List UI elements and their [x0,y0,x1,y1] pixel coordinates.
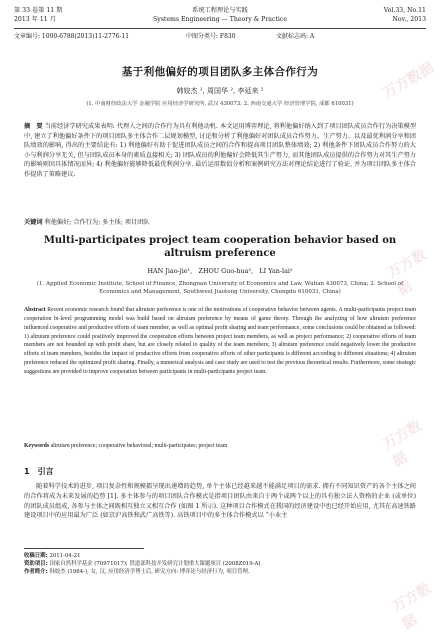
section-heading-introduction: 1 引言 [24,467,54,476]
english-abstract [24,306,416,377]
english-abstract-label: Abstract [24,307,46,313]
header-journal-name: 系统工程理论与实践 Systems Engineering — Theory & Practice [152,7,288,23]
english-title: Multi-participates project team cooperation behavior based on altruism preference [43,235,397,259]
introduction-text: 随着科学技术的进步, 项目复杂性和规模都呈现出递增的趋势, 单个主体已经越来越不能满足项目的需求. 拥有不同知识资产的各个主体之间的合作将成为未来发展的趋势 [1]. 多主体参与的项目团队合作模式是指项目团队由来自于两个或两个以上的具有独立法人资格的企业 (或单位) 的团队成员组成, 各参与主体之间既相互独立又相互合作 (如图 1 所示). 这种项目合作模式在我国的经济建设中也已经开始应用, 尤其在高速铁路建设项目中的应用最为广泛 (如京沪高铁和武广高铁等). 高铁项目中的多主体合作模式以 “小业主 [24,483,416,520]
chinese-abstract-label: 摘 要 [24,123,43,130]
english-authors: HAN Jiao-jie¹, ZHOU Guo-hua², LI Yan-lai² [147,267,293,275]
chinese-abstract-text: 当前经济学研究成果表明: 代理人之间的合作行为具有利他动机. 本文运用博弈理论, 将利他偏好纳入到了项目团队成员合作行为决策模型中, 建立了利他偏好条件下的项目团队多主体合作二层规划模型, 讨论和分析了利他偏好对团队成员合作努力、生产努力、以及最优利润分享和团队绩效的影响, 得出的主要结论有: 1) 利他偏好有助于促进团队成员之间的合作和提高项目团队整体绩效; 2) 利他条件下团队成员合作努力的大小与利润分享无关, 但与团队成员本身的素质直接相关; 3) 团队成员的利他偏好会降低其生产努力, 而其他团队成员提供的合作努力对其生产努力的影响则因具体情况而异; 4) 利他偏好能够降低最优利润分享. 最后运用数值分析和案例研究方法对理论结论进行了验证, 并为项目团队多主体合作提供了策略建议. [24,123,417,178]
chinese-keywords-text: 利他偏好; 合作行为; 多主体; 项目团队 [44,219,150,226]
english-abstract-text: Recent economic research found that altruism preference is one of the motivations of cooperative behavior between agents. A multi-participants project team cooperation bi-level programming model was build based on altruism preference by means of game theory. Through the analyzing of how altruism preference influenced cooperative and productive efforts of team member, as well as optimal profit sharing and team performance, some conclusions could be obtained as followed: 1) altruism preference could positively improved the cooperation efforts between project team members, as well as project performance; 2) cooperative efforts of team members are not bounded up with profit share, but are closely related to quality of the team members; 3) altruism preference could negatively lower the productive efforts of team members, besides the impact of productive efforts from cooperative efforts of other participants is different according to different situations; 4) altruism preference reduced the optimized profit sharing. Finally, a numerical analysis and case study are used to test the previous theoretical results. Furthermore, some strategic suggestions are provided to improve cooperation between participants in multi-participants project team. [24,307,417,375]
header-volume-issue: 第 33 卷第 11 期 2013 年 11 月 [14,7,63,23]
chinese-keywords-label: 关键词 [24,219,43,226]
english-keywords-text: altruism preference; cooperative behavioral; multi-participates; project team [50,443,228,449]
chinese-title: 基于利他偏好的项目团队多主体合作行为 [121,66,319,78]
english-affiliation: (1. Applied Economic Institute, School of Finance, Zhongnan University of Economics and Law, Wuhan 430073, China; 2. School of Economics and Management, Southwest Jiaotong University, Chengdu 610031, China) [36,281,404,295]
author-bio-label: 作者简介: [24,569,48,575]
footnote-fund [24,560,416,568]
article-number: 文章编号: 1000-6788(2013)11-2776-11 [14,33,130,40]
watermark: 万方数据 [384,246,430,299]
author-bio-text: 韩姣杰 (1984-), 女, 汉, 应用经济学博士后, 研究方向: 博弈论与经济行为, 项目管理. [49,569,250,575]
watermark: 万方数据 [380,418,425,471]
english-keywords [24,442,416,451]
english-keywords-label: Keywords [24,443,50,449]
clc-number: 中图分类号: F830 [186,33,236,40]
received-date: 2011-04-21 [49,553,81,559]
running-header [14,6,426,28]
chinese-keywords [24,218,416,227]
footnotes [24,552,416,576]
chinese-abstract [24,122,416,180]
header-rule [14,28,426,29]
received-label: 收稿日期: [24,553,48,559]
header-volume-issue-en: Vol.33, No.11 Nov., 2013 [383,7,426,23]
footnote-author [24,568,416,576]
fund-text: 国家自然科学基金 (70971017); 铁道部科技开发研究计划重大课题项目 (2008Z019-A) [49,561,261,567]
watermark: 万方数据 [389,580,434,633]
chinese-authors: 韩姣杰 ¹, 周国华 ², 李延来 ² [176,87,264,95]
fund-label: 资助项目: [24,561,48,567]
watermark: 万方数据 [380,59,437,102]
chinese-affiliation: (1. 中南财经政法大学 金融学院 应用经济学研究所, 武汉 430073; 2. 西南交通大学 经济管理学院, 成都 610031) [86,101,354,107]
footnote-received [24,552,416,560]
document-code: 文献标志码: A [276,33,315,40]
footnote-rule [24,548,144,549]
